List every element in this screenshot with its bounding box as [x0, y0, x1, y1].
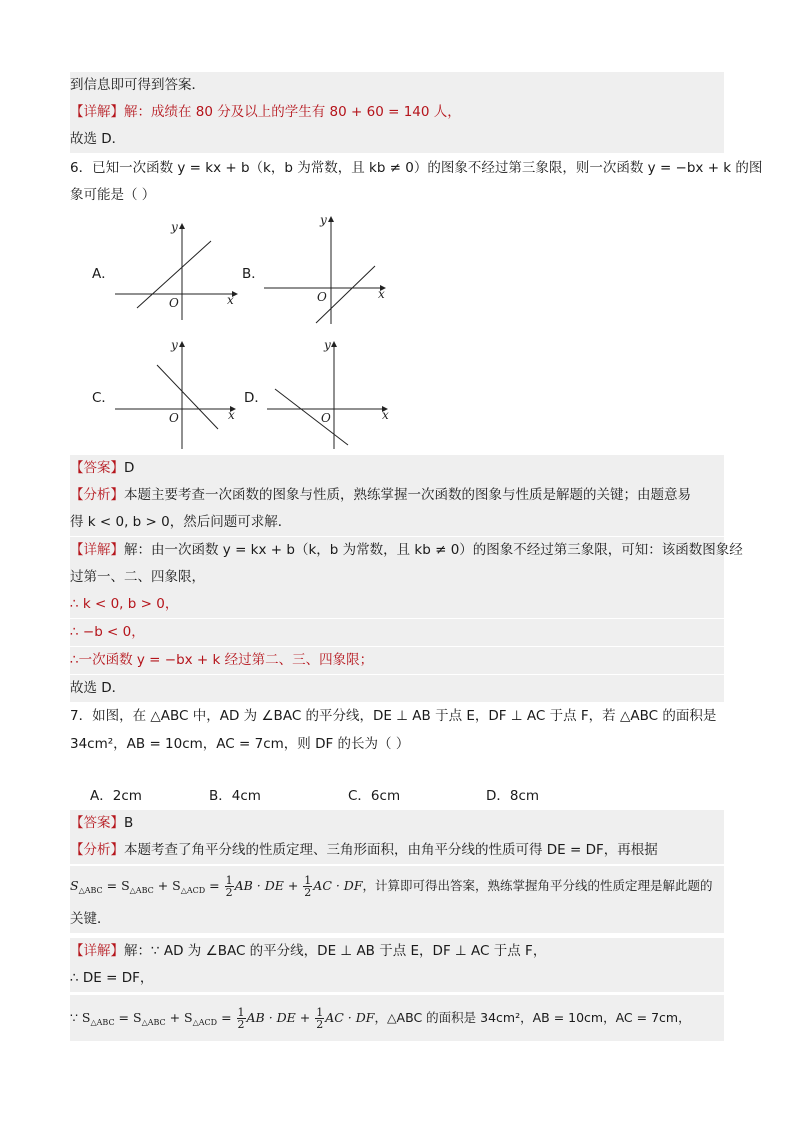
q7-option-c: C．6cm [348, 788, 401, 804]
q6-option-d-label: D． [244, 390, 268, 406]
detail-label: 【详解】 [70, 943, 124, 959]
q6-detail-line-3 [70, 591, 724, 618]
half-fraction [315, 1007, 324, 1030]
q6-stem-line-1 [70, 158, 762, 178]
q6-stem-1: 6．已知一次函数 y = kx + b（k，b 为常数，且 kb ≠ 0）的图象不经过第三象限，则一次函数 y = −bx + k 的图 [70, 160, 763, 176]
ab-de-term: AB · DE + [246, 1010, 315, 1025]
half-fraction [225, 875, 234, 898]
q6-detail-5: ∴一次函数 y = −bx + k 经过第二、三、四象限； [70, 652, 374, 668]
equals: = [205, 878, 224, 893]
half-fraction [303, 875, 312, 898]
area-subscript: △ACD [180, 886, 206, 895]
q7-stem-line-1 [70, 706, 716, 726]
fraction-numerator: 1 [316, 1006, 324, 1019]
y-arrow [179, 223, 185, 229]
fraction-numerator: 1 [304, 874, 312, 887]
q7-detail-1: 解：∵ AD 为 ∠BAC 的平分线，DE ⊥ AB 于点 E，DF ⊥ AC 于点 F， [124, 943, 547, 959]
plus-s: + S [165, 1010, 193, 1025]
q6-answer: D [124, 460, 135, 476]
y-arrow [179, 341, 185, 347]
fraction-denominator: 2 [316, 1018, 324, 1031]
area-subscript: △ABC [90, 1018, 115, 1027]
fraction-denominator: 2 [225, 886, 233, 899]
answer-label: 【答案】 [70, 815, 124, 831]
y-label: y [171, 220, 178, 234]
fraction-denominator: 2 [237, 1018, 245, 1031]
origin-label: O [321, 411, 331, 425]
y-label: y [324, 338, 331, 352]
q6-graph-c [110, 336, 250, 451]
intro-detail-text: 解：成绩在 80 分及以上的学生有 80 + 60 = 140 人， [124, 104, 461, 120]
q7-detail-3-tail: ，△ABC 的面积是 34cm²，AB = 10cm，AC = 7cm， [374, 1010, 691, 1025]
q6-answer-line [70, 455, 724, 482]
q7-detail-line-3 [70, 995, 724, 1041]
x-label: x [378, 287, 385, 301]
q7-answer-line [70, 810, 724, 837]
q6-option-c-label: C． [92, 390, 115, 406]
x-label: x [382, 408, 389, 422]
origin-label: O [169, 296, 179, 310]
fraction-numerator: 1 [237, 1006, 245, 1019]
area-subscript: △ABC [78, 886, 103, 895]
intro-line [70, 72, 724, 99]
y-arrow [328, 216, 334, 222]
q7-stem-line-2 [70, 734, 409, 754]
q6-choice: 故选 D． [70, 680, 126, 696]
q6-option-a-label: A． [92, 266, 115, 282]
q6-analysis-1: 本题主要考查一次函数的图象与性质，熟练掌握一次函数的图象与性质是解题的关键；由题意易 [124, 487, 691, 503]
q6-detail-4: ∴ −b < 0， [70, 624, 145, 640]
y-label: y [320, 213, 327, 227]
q6-detail-2: 过第一、二、四象限， [70, 569, 205, 585]
y-label: y [171, 338, 178, 352]
q6-stem-line-2 [70, 185, 155, 205]
q6-analysis-line-2 [70, 509, 724, 536]
q6-detail-line-1 [70, 537, 743, 564]
q7-option-a: A．2cm [90, 788, 142, 804]
q6-graph-d [262, 336, 402, 451]
q6-detail-line-5 [70, 647, 724, 674]
q7-detail-line-2 [70, 965, 724, 992]
q7-detail-line-1 [70, 938, 724, 965]
q6-analysis-2: 得 k < 0, b > 0，然后问题可求解． [70, 514, 292, 530]
intro-text: 到信息即可得到答案． [70, 77, 205, 93]
q7-analysis-2-tail: ，计算即可得出答案，熟练掌握角平分线的性质定理是解此题的 [362, 878, 713, 893]
q6-detail-line-2 [70, 564, 724, 591]
analysis-label: 【分析】 [70, 487, 124, 503]
q6-choice-line [70, 675, 724, 702]
q6-graph-b [260, 210, 400, 325]
origin-label: O [317, 290, 327, 304]
q7-stem-2: 34cm²，AB = 10cm，AC = 7cm，则 DF 的长为（ ） [70, 736, 410, 752]
area-subscript: △ACD [192, 1018, 218, 1027]
q7-analysis-1: 本题考查了角平分线的性质定理、三角形面积，由角平分线的性质可得 DE = DF，再根据 [124, 842, 658, 858]
detail-label: 【详解】 [70, 104, 124, 120]
intro-choice-line [70, 126, 724, 153]
q7-analysis-line-3 [70, 906, 724, 933]
x-label: x [227, 293, 234, 307]
q7-option-d: D．8cm [486, 788, 540, 804]
q7-stem-1: 7．如图，在 △ABC 中，AD 为 ∠BAC 的平分线，DE ⊥ AB 于点 E，DF ⊥ AC 于点 F，若 △ABC 的面积是 [70, 708, 717, 724]
equals-s: = S [114, 1010, 142, 1025]
function-line [157, 365, 218, 429]
detail-label: 【详解】 [70, 542, 124, 558]
q7-analysis-line-1 [70, 837, 724, 864]
origin-label: O [169, 411, 179, 425]
plus-s: + S [153, 878, 181, 893]
q6-detail-1: 解：由一次函数 y = kx + b（k，b 为常数，且 kb ≠ 0）的图象不经过第三象限，可知：该函数图象经 [124, 542, 743, 558]
equals: = [217, 1010, 236, 1025]
equals-s: = S [102, 878, 130, 893]
ac-df-term: AC · DF [325, 1010, 375, 1025]
q6-option-b-label: B． [242, 266, 265, 282]
q6-analysis-line-1 [70, 482, 724, 509]
fraction-denominator: 2 [304, 886, 312, 899]
q6-stem-2: 象可能是（ ） [70, 187, 156, 203]
ab-de-term: AB · DE + [234, 878, 303, 893]
area-symbol: S [70, 878, 79, 893]
because-s: ∵ S [70, 1010, 91, 1025]
area-subscript: △ABC [129, 886, 154, 895]
function-line [275, 389, 348, 445]
half-fraction [237, 1007, 246, 1030]
y-arrow [331, 341, 337, 347]
q7-answer: B [124, 815, 134, 831]
area-subscript: △ABC [141, 1018, 166, 1027]
q6-detail-line-4 [70, 619, 724, 646]
q6-graph-a [110, 215, 250, 325]
answer-label: 【答案】 [70, 460, 124, 476]
fraction-numerator: 1 [225, 874, 233, 887]
q7-analysis-line-2 [70, 866, 724, 906]
q7-analysis-3: 关键． [70, 911, 111, 927]
intro-choice: 故选 D． [70, 131, 126, 147]
intro-detail-line [70, 99, 724, 126]
ac-df-term: AC · DF [313, 878, 363, 893]
q7-detail-2: ∴ DE = DF， [70, 970, 154, 986]
q6-detail-3: ∴ k < 0, b > 0， [70, 596, 179, 612]
q7-option-b: B．4cm [209, 788, 261, 804]
analysis-label: 【分析】 [70, 842, 124, 858]
x-label: x [228, 408, 235, 422]
